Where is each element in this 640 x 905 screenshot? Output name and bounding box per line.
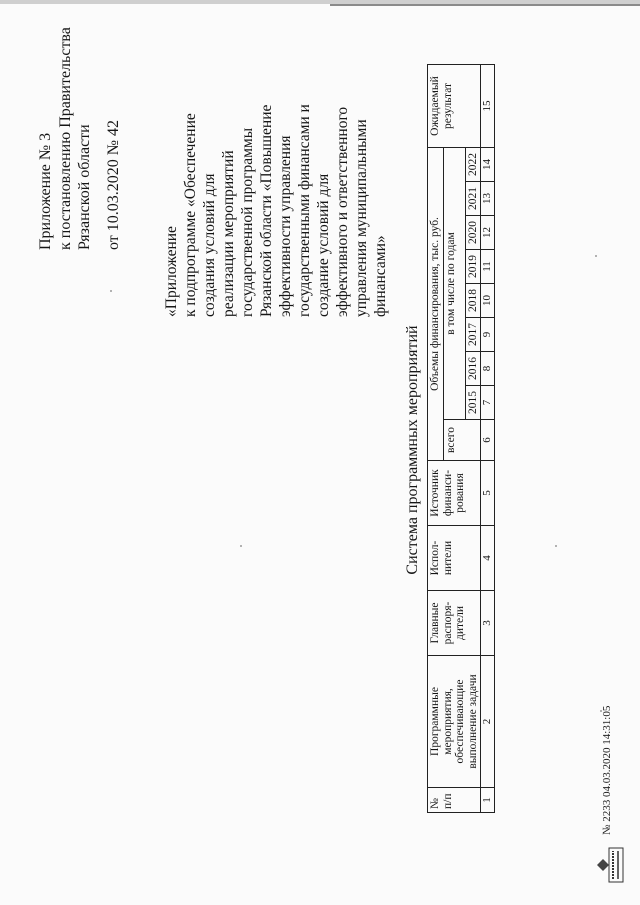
year-cell: 2020 bbox=[465, 216, 481, 250]
year-cell: 2015 bbox=[465, 386, 481, 420]
table-column-numbers-row bbox=[481, 65, 495, 813]
year-cell: 2021 bbox=[465, 182, 481, 216]
year-cell: 2022 bbox=[465, 148, 481, 182]
year-cell: 2019 bbox=[465, 250, 481, 284]
sub-appendix-line: эффективности управления bbox=[277, 135, 294, 317]
sub-appendix-line: Рязанской области «Повышение bbox=[258, 104, 275, 317]
header-cell-total: всего bbox=[443, 420, 481, 461]
appendix-region: Рязанской области bbox=[76, 124, 93, 250]
header-cell-number: № п/п bbox=[428, 788, 481, 813]
header-cell-managers: Главные распоря-дители bbox=[428, 591, 481, 656]
header-cell-volumes: Объемы финансирования, тыс. руб. bbox=[428, 148, 444, 461]
sub-appendix-line: эффективного и ответственного bbox=[334, 106, 351, 317]
sub-appendix-line: государственной программы bbox=[239, 127, 256, 317]
table-header-row bbox=[428, 65, 444, 813]
year-cell: 2017 bbox=[465, 318, 481, 352]
sub-appendix-line: к подпрограмме «Обеспечение bbox=[182, 113, 199, 317]
sub-appendix-line: реализации мероприятий bbox=[220, 150, 237, 317]
appendix-date: от 10.03.2020 № 42 bbox=[104, 119, 122, 250]
header-cell-result: Ожидаемый результат bbox=[428, 65, 481, 148]
column-number-cell: 6 bbox=[481, 420, 495, 461]
appendix-header bbox=[36, 27, 123, 250]
sub-appendix-block bbox=[162, 47, 390, 317]
column-number-cell: 5 bbox=[481, 461, 495, 526]
sub-appendix-line: государственными финансами и bbox=[296, 104, 313, 317]
column-number-cell: 10 bbox=[481, 284, 495, 318]
registration-stamp bbox=[585, 605, 640, 905]
appendix-reference: к постановлению Правительства bbox=[56, 27, 74, 250]
column-number-cell: 7 bbox=[481, 386, 495, 420]
sub-appendix-line: управления муниципальными bbox=[353, 119, 370, 317]
year-cell: 2018 bbox=[465, 284, 481, 318]
sub-appendix-line: финансами» bbox=[372, 235, 389, 317]
emblem-logo-icon bbox=[595, 847, 625, 883]
sub-appendix-line: «Приложение bbox=[163, 226, 180, 317]
year-cell: 2016 bbox=[465, 352, 481, 386]
registration-number: № 2233 04.03.2020 14:31:05 bbox=[601, 705, 613, 835]
sub-appendix-line: создание условий для bbox=[315, 173, 332, 317]
column-number-cell: 14 bbox=[481, 148, 495, 182]
column-number-cell: 12 bbox=[481, 216, 495, 250]
sub-appendix-line: создания условий для bbox=[201, 173, 218, 317]
program-measures-table bbox=[427, 64, 495, 813]
column-number-cell: 1 bbox=[481, 788, 495, 813]
column-number-cell: 2 bbox=[481, 656, 495, 788]
column-number-cell: 13 bbox=[481, 182, 495, 216]
column-number-cell: 9 bbox=[481, 318, 495, 352]
header-cell-source: Источник финанси-рования bbox=[428, 461, 481, 526]
page-title: Система программных мероприятий bbox=[404, 325, 421, 575]
column-number-cell: 4 bbox=[481, 526, 495, 591]
appendix-number: Приложение № 3 bbox=[37, 132, 54, 250]
column-number-cell: 3 bbox=[481, 591, 495, 656]
column-number-cell: 8 bbox=[481, 352, 495, 386]
header-cell-measures: Программные мероприятия, обеспечивающие выполнение задачи bbox=[428, 656, 481, 788]
header-cell-by-years: в том числе по годам bbox=[443, 148, 465, 420]
header-cell-executors: Испол-нители bbox=[428, 526, 481, 591]
column-number-cell: 15 bbox=[481, 65, 495, 148]
column-number-cell: 11 bbox=[481, 250, 495, 284]
